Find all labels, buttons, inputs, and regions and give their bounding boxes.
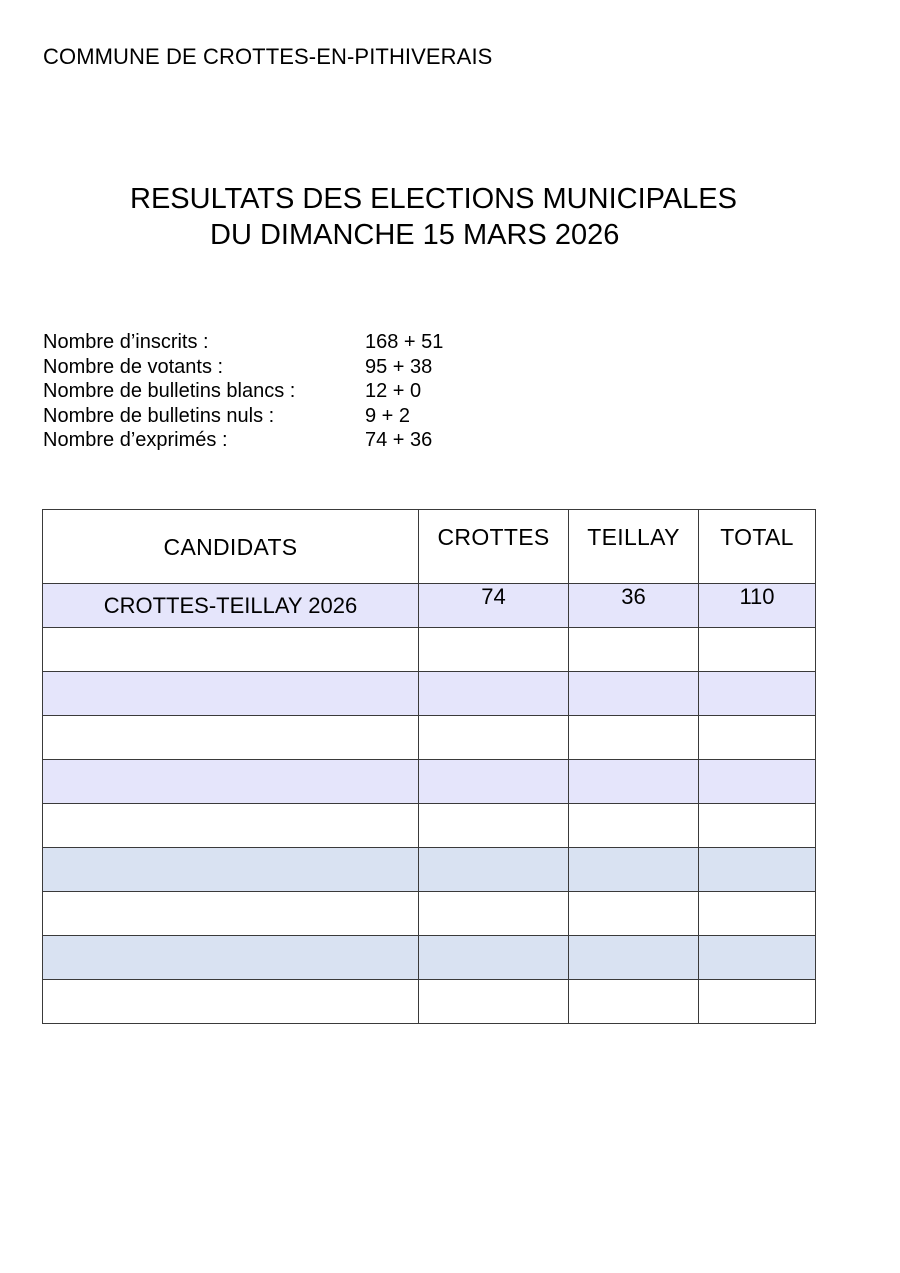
stat-row-inscrits: [43, 330, 443, 355]
empty-cell: [43, 716, 419, 760]
empty-cell: [43, 804, 419, 848]
empty-cell: [699, 936, 816, 980]
empty-cell: [419, 760, 569, 804]
election-statistics: [43, 330, 443, 453]
stat-value: 74 + 36: [365, 429, 433, 451]
table-row-empty: [43, 760, 816, 804]
empty-cell: [699, 980, 816, 1024]
empty-cell: [43, 628, 419, 672]
empty-cell: [43, 936, 419, 980]
empty-cell: [419, 628, 569, 672]
empty-cell: [569, 804, 699, 848]
empty-cell: [43, 980, 419, 1024]
table-row-empty: [43, 848, 816, 892]
table-row-empty: [43, 716, 816, 760]
empty-cell: [569, 716, 699, 760]
empty-cell: [419, 892, 569, 936]
empty-cell: [569, 760, 699, 804]
document-title-line-1: RESULTATS DES ELECTIONS MUNICIPALES: [130, 183, 737, 215]
votes-teillay: 36: [569, 584, 699, 628]
stat-row-blancs: [43, 379, 443, 404]
stat-label: Nombre de bulletins nuls :: [43, 404, 275, 427]
header-crottes: CROTTES: [419, 510, 569, 584]
candidate-name: CROTTES-TEILLAY 2026: [43, 584, 419, 628]
empty-cell: [419, 672, 569, 716]
table-row-empty: [43, 892, 816, 936]
empty-cell: [569, 848, 699, 892]
table-row: [43, 584, 816, 628]
stat-label: Nombre d’exprimés :: [43, 429, 228, 451]
table-row-empty: [43, 936, 816, 980]
commune-name: COMMUNE DE CROTTES-EN-PITHIVERAIS: [43, 44, 493, 69]
empty-cell: [699, 892, 816, 936]
empty-cell: [569, 672, 699, 716]
header-candidats: CANDIDATS: [43, 510, 419, 584]
stat-value: 168 + 51: [365, 331, 444, 353]
empty-cell: [419, 980, 569, 1024]
empty-cell: [699, 716, 816, 760]
stat-value: 95 + 38: [365, 355, 433, 378]
empty-cell: [699, 848, 816, 892]
empty-cell: [699, 672, 816, 716]
empty-cell: [569, 980, 699, 1024]
empty-cell: [43, 848, 419, 892]
stat-label: Nombre d’inscrits :: [43, 331, 209, 353]
results-table: [42, 509, 816, 1024]
empty-cell: [569, 628, 699, 672]
table-header-row: [43, 510, 816, 584]
empty-cell: [699, 804, 816, 848]
empty-cell: [419, 936, 569, 980]
empty-cell: [43, 760, 419, 804]
stat-label: Nombre de bulletins blancs :: [43, 380, 296, 402]
empty-cell: [419, 848, 569, 892]
empty-cell: [43, 892, 419, 936]
table-row-empty: [43, 628, 816, 672]
stat-row-votants: [43, 355, 443, 380]
table-row-empty: [43, 804, 816, 848]
header-teillay: TEILLAY: [569, 510, 699, 584]
table-row-empty: [43, 672, 816, 716]
stat-value: 12 + 0: [365, 380, 422, 402]
votes-crottes: 74: [419, 584, 569, 628]
empty-cell: [699, 628, 816, 672]
empty-cell: [699, 760, 816, 804]
empty-cell: [419, 804, 569, 848]
header-total: TOTAL: [699, 510, 816, 584]
empty-cell: [569, 892, 699, 936]
table-row-empty: [43, 980, 816, 1024]
stat-value: 9 + 2: [365, 404, 411, 427]
empty-cell: [569, 936, 699, 980]
empty-cell: [43, 672, 419, 716]
document-title-line-2: DU DIMANCHE 15 MARS 2026: [210, 219, 620, 251]
stat-row-exprimes: [43, 428, 443, 453]
empty-cell: [419, 716, 569, 760]
stat-label: Nombre de votants :: [43, 355, 224, 378]
stat-row-nuls: [43, 404, 443, 429]
votes-total: 110: [699, 584, 816, 628]
